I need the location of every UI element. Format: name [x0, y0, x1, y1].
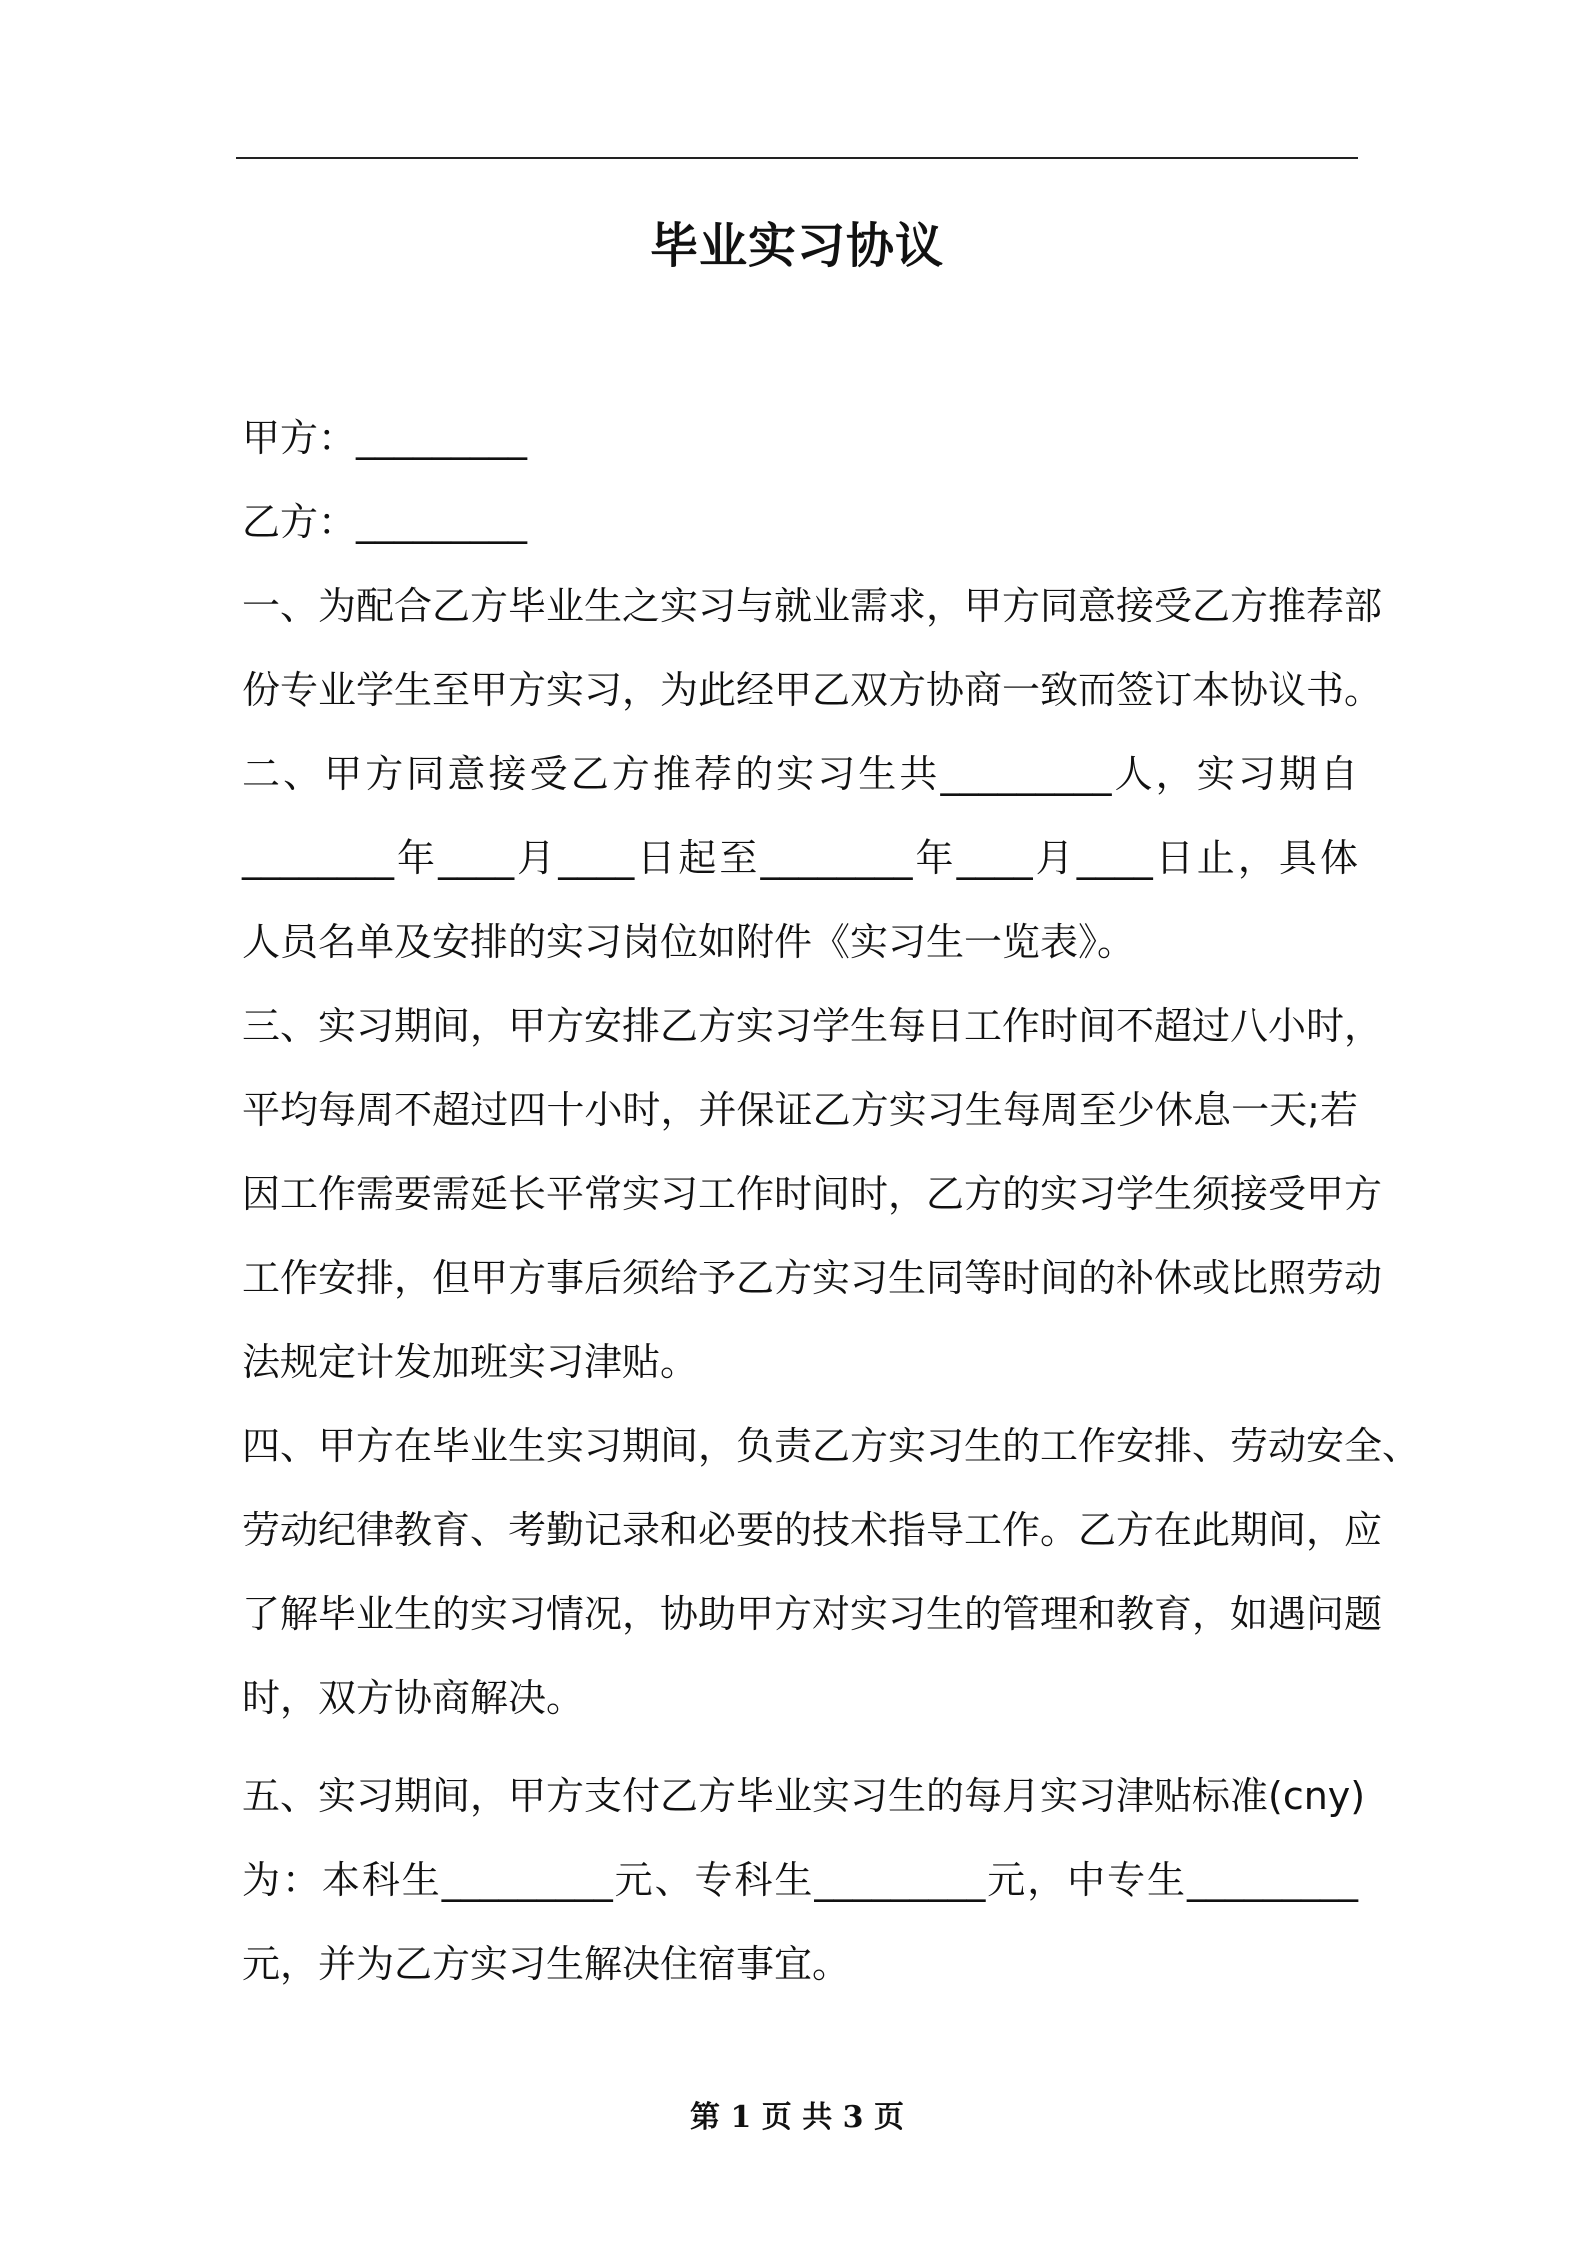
paragraph-gap	[242, 1740, 1358, 1754]
clause-5-line-1: 五、实习期间，甲方支付乙方毕业实习生的每月实习津贴标准(cny)	[242, 1774, 1366, 1818]
party-a-line: 甲方：_________	[242, 416, 528, 460]
clause-2-line-2: ________年____月____日起至________年____月____日止，具体	[242, 836, 1358, 880]
clause-3-line-4: 工作安排，但甲方事后须给予乙方实习生同等时间的补休或比照劳动	[242, 1256, 1383, 1300]
clause-4-line-3: 了解毕业生的实习情况，协助甲方对实习生的管理和教育，如遇问题	[242, 1592, 1383, 1636]
clause-2-line-3: 人员名单及安排的实习岗位如附件《实习生一览表》。	[242, 920, 1136, 964]
page-number-footer: 第 1 页 共 3 页	[690, 2100, 904, 2135]
clause-2-line-1: 二、甲方同意接受乙方推荐的实习生共_________人，实习期自	[242, 752, 1358, 796]
header-rule	[236, 157, 1358, 159]
clause-3-line-1: 三、实习期间，甲方安排乙方实习学生每日工作时间不超过八小时，	[242, 1004, 1383, 1048]
clause-4-line-2: 劳动纪律教育、考勤记录和必要的技术指导工作。乙方在此期间，应	[242, 1508, 1383, 1552]
clause-5-line-3: 元，并为乙方实习生解决住宿事宜。	[242, 1942, 851, 1986]
clause-3-line-2: 平均每周不超过四十小时，并保证乙方实习生每周至少休息一天;若	[242, 1088, 1358, 1132]
document-body	[242, 396, 1421, 2006]
clause-3-line-5: 法规定计发加班实习津贴。	[242, 1340, 699, 1384]
clause-1-line-1: 一、为配合乙方毕业生之实习与就业需求，甲方同意接受乙方推荐部	[242, 584, 1383, 628]
clause-1-line-2: 份专业学生至甲方实习，为此经甲乙双方协商一致而签订本协议书。	[242, 668, 1383, 712]
document-title: 毕业实习协议	[649, 218, 944, 274]
clause-4-line-1: 四、甲方在毕业生实习期间，负责乙方实习生的工作安排、劳动安全、	[242, 1424, 1421, 1468]
party-b-line: 乙方：_________	[242, 500, 528, 544]
clause-4-line-4: 时，双方协商解决。	[242, 1676, 585, 1720]
clause-5-line-2: 为：本科生_________元、专科生_________元，中专生_________	[242, 1858, 1358, 1902]
clause-3-line-3: 因工作需要需延长平常实习工作时间时，乙方的实习学生须接受甲方	[242, 1172, 1383, 1216]
